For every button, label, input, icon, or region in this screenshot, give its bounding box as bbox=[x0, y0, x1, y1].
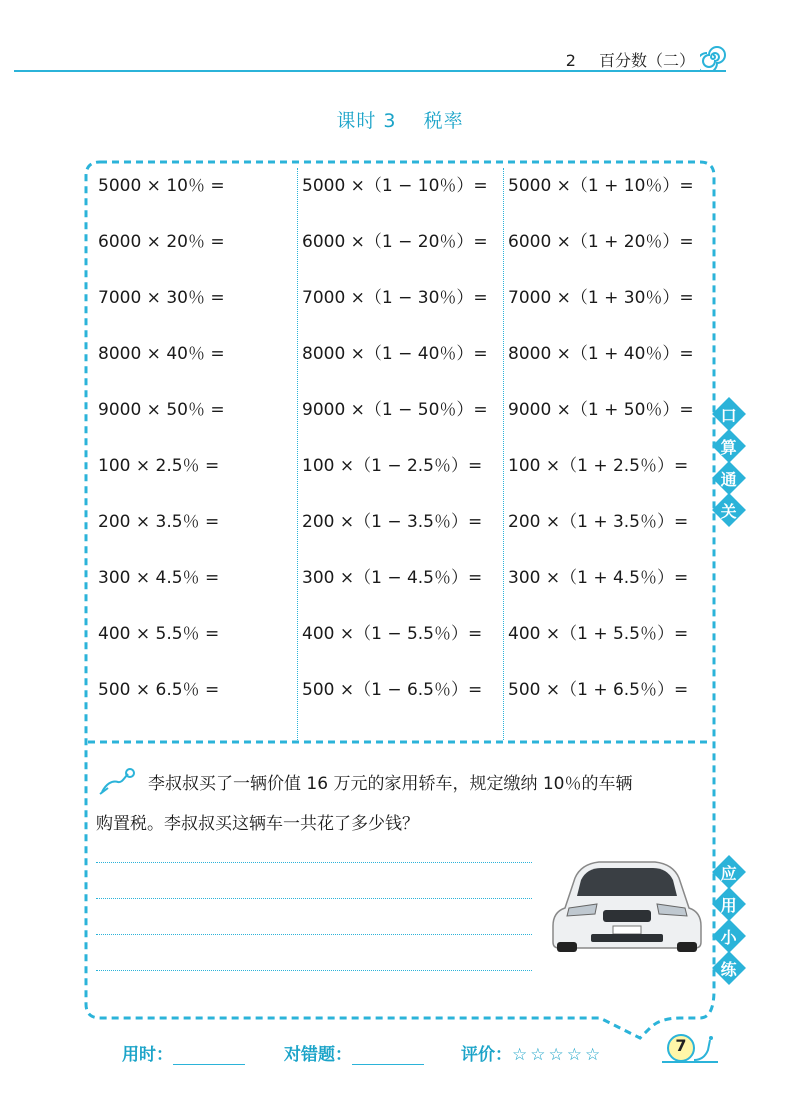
expression: 300 ×（1 − 4.5％）= bbox=[302, 568, 483, 588]
chapter-header bbox=[548, 48, 695, 71]
word-problem bbox=[96, 764, 706, 844]
column-3 bbox=[508, 176, 694, 736]
errors-label: 对错题： bbox=[284, 1045, 352, 1065]
problem-line-1: 李叔叔买了一辆价值 16 万元的家用轿车，规定缴纳 10％的车辆 bbox=[148, 774, 633, 794]
side-tab-char: 练 bbox=[720, 959, 738, 979]
expression: 5000 ×（1 − 10％）= bbox=[302, 176, 488, 196]
expression: 8000 ×（1 + 40％）= bbox=[508, 344, 694, 364]
chapter-title: 百分数（二） bbox=[598, 51, 695, 70]
expression: 7000 ×（1 + 30％）= bbox=[508, 288, 694, 308]
expression: 8000 × 40％ = bbox=[98, 344, 225, 364]
expression: 9000 ×（1 + 50％）= bbox=[508, 400, 694, 420]
side-tab-char: 用 bbox=[720, 895, 738, 915]
side-tab-char: 关 bbox=[720, 501, 738, 521]
expression: 8000 ×（1 − 40％）= bbox=[302, 344, 488, 364]
problem-line-2: 购置税。李叔叔买这辆车一共花了多少钱？ bbox=[96, 814, 419, 834]
expression: 5000 × 10％ = bbox=[98, 176, 225, 196]
expression: 300 × 4.5％ = bbox=[98, 568, 220, 588]
expression: 200 ×（1 − 3.5％）= bbox=[302, 512, 483, 532]
expression: 100 ×（1 + 2.5％）= bbox=[508, 456, 689, 476]
column-1 bbox=[98, 176, 225, 736]
side-tab-char: 应 bbox=[720, 863, 738, 883]
column-separator bbox=[503, 168, 504, 740]
answer-line[interactable] bbox=[96, 934, 532, 935]
expression: 100 ×（1 − 2.5％）= bbox=[302, 456, 483, 476]
side-tab-char: 通 bbox=[720, 469, 738, 489]
expression: 200 ×（1 + 3.5％）= bbox=[508, 512, 689, 532]
column-2 bbox=[302, 176, 488, 736]
lesson-title bbox=[0, 106, 800, 133]
time-field bbox=[122, 1040, 245, 1065]
time-blank[interactable] bbox=[173, 1046, 245, 1065]
expression: 7000 ×（1 − 30％）= bbox=[302, 288, 488, 308]
expression: 500 × 6.5％ = bbox=[98, 680, 220, 700]
answer-line[interactable] bbox=[96, 862, 532, 863]
expression: 7000 × 30％ = bbox=[98, 288, 225, 308]
expression: 9000 × 50％ = bbox=[98, 400, 225, 420]
expression: 6000 ×（1 + 20％）= bbox=[508, 232, 694, 252]
expression: 9000 ×（1 − 50％）= bbox=[302, 400, 488, 420]
expression: 500 ×（1 + 6.5％）= bbox=[508, 680, 689, 700]
expression: 400 × 5.5％ = bbox=[98, 624, 220, 644]
errors-blank[interactable] bbox=[352, 1046, 424, 1065]
rating-field bbox=[461, 1040, 603, 1065]
side-tab-mental-math bbox=[714, 402, 744, 530]
expression: 6000 × 20％ = bbox=[98, 232, 225, 252]
lesson-name: 税率 bbox=[423, 110, 464, 132]
answer-line[interactable] bbox=[96, 970, 532, 971]
spiral-icon bbox=[700, 44, 726, 70]
rating-stars[interactable]: ☆☆☆☆☆ bbox=[512, 1045, 604, 1065]
rating-label: 评价： bbox=[461, 1045, 512, 1065]
errors-field bbox=[284, 1040, 424, 1065]
side-tab-char: 算 bbox=[720, 437, 738, 457]
answer-line[interactable] bbox=[96, 898, 532, 899]
car-image bbox=[551, 838, 703, 956]
expression: 400 ×（1 + 5.5％）= bbox=[508, 624, 689, 644]
column-separator bbox=[297, 168, 298, 740]
expression: 100 × 2.5％ = bbox=[98, 456, 220, 476]
lesson-number: 课时 3 bbox=[336, 110, 397, 132]
expression: 400 ×（1 − 5.5％）= bbox=[302, 624, 483, 644]
page-number: 7 bbox=[675, 1036, 687, 1055]
expression: 500 ×（1 − 6.5％）= bbox=[302, 680, 483, 700]
header-divider bbox=[14, 70, 726, 72]
side-tab-char: 口 bbox=[720, 405, 738, 425]
expression: 6000 ×（1 − 20％）= bbox=[302, 232, 488, 252]
chapter-number: 2 bbox=[565, 51, 576, 70]
expression: 300 ×（1 + 4.5％）= bbox=[508, 568, 689, 588]
expression: 200 × 3.5％ = bbox=[98, 512, 220, 532]
side-tab-application bbox=[714, 860, 744, 988]
expression: 5000 ×（1 + 10％）= bbox=[508, 176, 694, 196]
side-tab-char: 小 bbox=[720, 927, 738, 947]
time-label: 用时： bbox=[122, 1045, 173, 1065]
